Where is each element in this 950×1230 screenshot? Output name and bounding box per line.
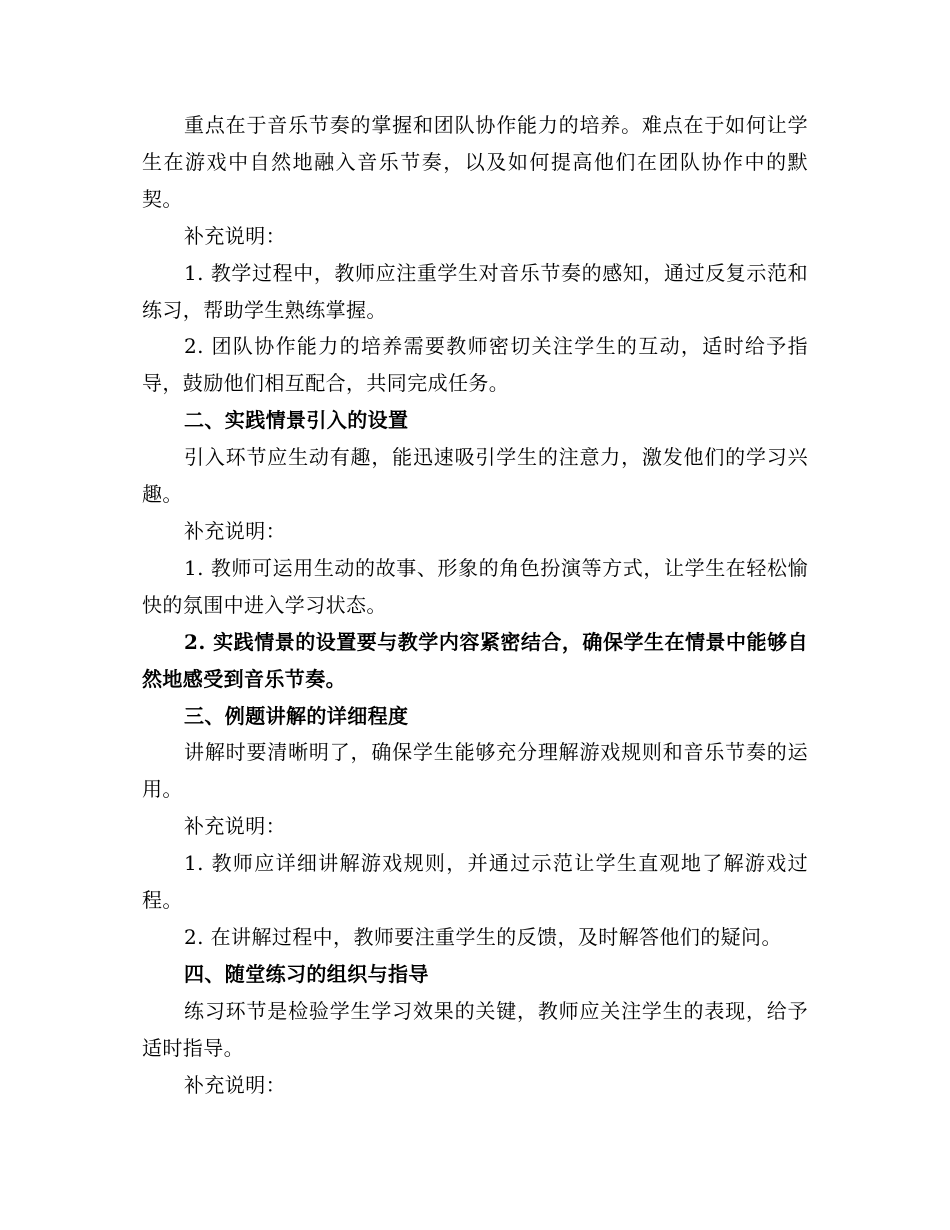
paragraph-key-points: 重点在于音乐节奏的掌握和团队协作能力的培养。难点在于如何让学生在游戏中自然地融入音乐节奏，以及如何提高他们在团队协作中的默契。: [142, 113, 808, 211]
paragraph-supplement-label: 补充说明：: [184, 518, 286, 543]
paragraph-supplement-label: 补充说明：: [184, 1072, 286, 1097]
paragraph-explanation: 讲解时要清晰明了，确保学生能够充分理解游戏规则和音乐节奏的运用。: [142, 740, 808, 802]
paragraph-supplement-label: 补充说明：: [184, 814, 286, 839]
paragraph-practice: 练习环节是检验学生学习效果的关键，教师应关注学生的表现，给予适时指导。: [142, 998, 808, 1060]
section-heading-3: 三、例题讲解的详细程度: [184, 703, 409, 728]
paragraph-note-1: 1. 教师应详细讲解游戏规则，并通过示范让学生直观地了解游戏过程。: [142, 851, 808, 913]
section-heading-4: 四、随堂练习的组织与指导: [184, 961, 429, 986]
paragraph-note-2-bold: 2. 实践情景的设置要与教学内容紧密结合，确保学生在情景中能够自然地感受到音乐节奏。: [142, 629, 808, 691]
paragraph-note-1: 1. 教师可运用生动的故事、形象的角色扮演等方式，让学生在轻松愉快的氛围中进入学习状态。: [142, 555, 808, 617]
paragraph-note-2: 2. 在讲解过程中，教师要注重学生的反馈，及时解答他们的疑问。: [184, 924, 782, 949]
document-page: [142, 107, 808, 1103]
paragraph-supplement-label: 补充说明：: [184, 223, 286, 248]
paragraph-intro: 引入环节应生动有趣，能迅速吸引学生的注意力，激发他们的学习兴趣。: [142, 445, 808, 507]
section-heading-2: 二、实践情景引入的设置: [184, 408, 409, 433]
paragraph-note-1: 1. 教学过程中，教师应注重学生对音乐节奏的感知，通过反复示范和练习，帮助学生熟练掌握。: [142, 260, 808, 322]
paragraph-note-2: 2. 团队协作能力的培养需要教师密切关注学生的互动，适时给予指导，鼓励他们相互配合，共同完成任务。: [142, 334, 808, 396]
